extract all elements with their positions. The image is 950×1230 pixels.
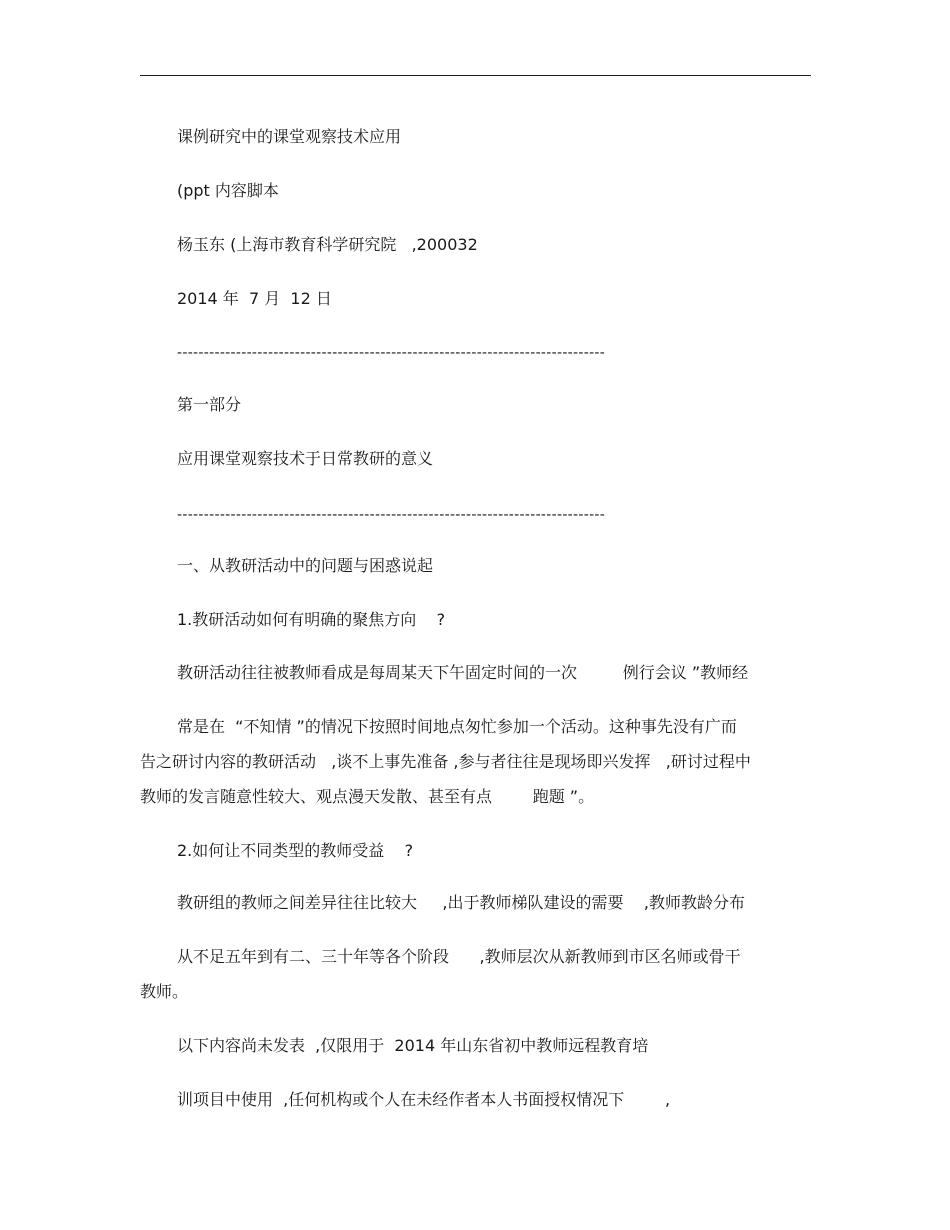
header-rule (140, 75, 811, 76)
author-line: 杨玉东 (上海市教育科学研究院 ,200032 (177, 235, 478, 254)
paragraph-2-line-1: 教研组的教师之间差异往往比较大 ,出于教师梯队建设的需要 ,教师教龄分布 (177, 893, 745, 912)
paragraph-3-line-2: 训项目中使用 ,任何机构或个人在未经作者本人书面授权情况下 , (177, 1090, 671, 1109)
paragraph-3-line-1: 以下内容尚未发表 ,仅限用于 2014 年山东省初中教师远程教育培 (177, 1036, 649, 1055)
question-2: 2.如何让不同类型的教师受益 ? (177, 841, 414, 860)
paragraph-2-line-3: 教师。 (140, 982, 189, 1001)
document-title: 课例研究中的课堂观察技术应用 (177, 127, 402, 146)
document-subtitle: (ppt 内容脚本 (177, 181, 279, 200)
question-1: 1.教研活动如何有明确的聚焦方向 ? (177, 610, 446, 629)
paragraph-1-line-3: 告之研讨内容的教研活动 ,谈不上事先准备 ,参与者往往是现场即兴发挥 ,研讨过程中 (140, 752, 751, 771)
part-title: 应用课堂观察技术于日常教研的意义 (177, 449, 434, 468)
paragraph-1-line-4: 教师的发言随意性较大、观点漫天发散、甚至有点 跑题 ”。 (140, 787, 595, 806)
section-heading: 一、从教研活动中的问题与困惑说起 (177, 556, 434, 575)
part-label: 第一部分 (177, 395, 242, 414)
paragraph-1-line-2: 常是在 “不知情 ”的情况下按照时间地点匆忙参加一个活动。这种事先没有广而 (177, 717, 737, 736)
date-line: 2014 年 7 月 12 日 (177, 289, 332, 308)
paragraph-1-line-1: 教研活动往往被教师看成是每周某天下午固定时间的一次 例行会议 ”教师经 (177, 663, 749, 682)
divider-bottom: -------------------------------------------------------------------------------- (177, 507, 606, 523)
divider-top: -------------------------------------------------------------------------------- (177, 345, 606, 361)
paragraph-2-line-2: 从不足五年到有二、三十年等各个阶段 ,教师层次从新教师到市区名师或骨干 (177, 947, 741, 966)
